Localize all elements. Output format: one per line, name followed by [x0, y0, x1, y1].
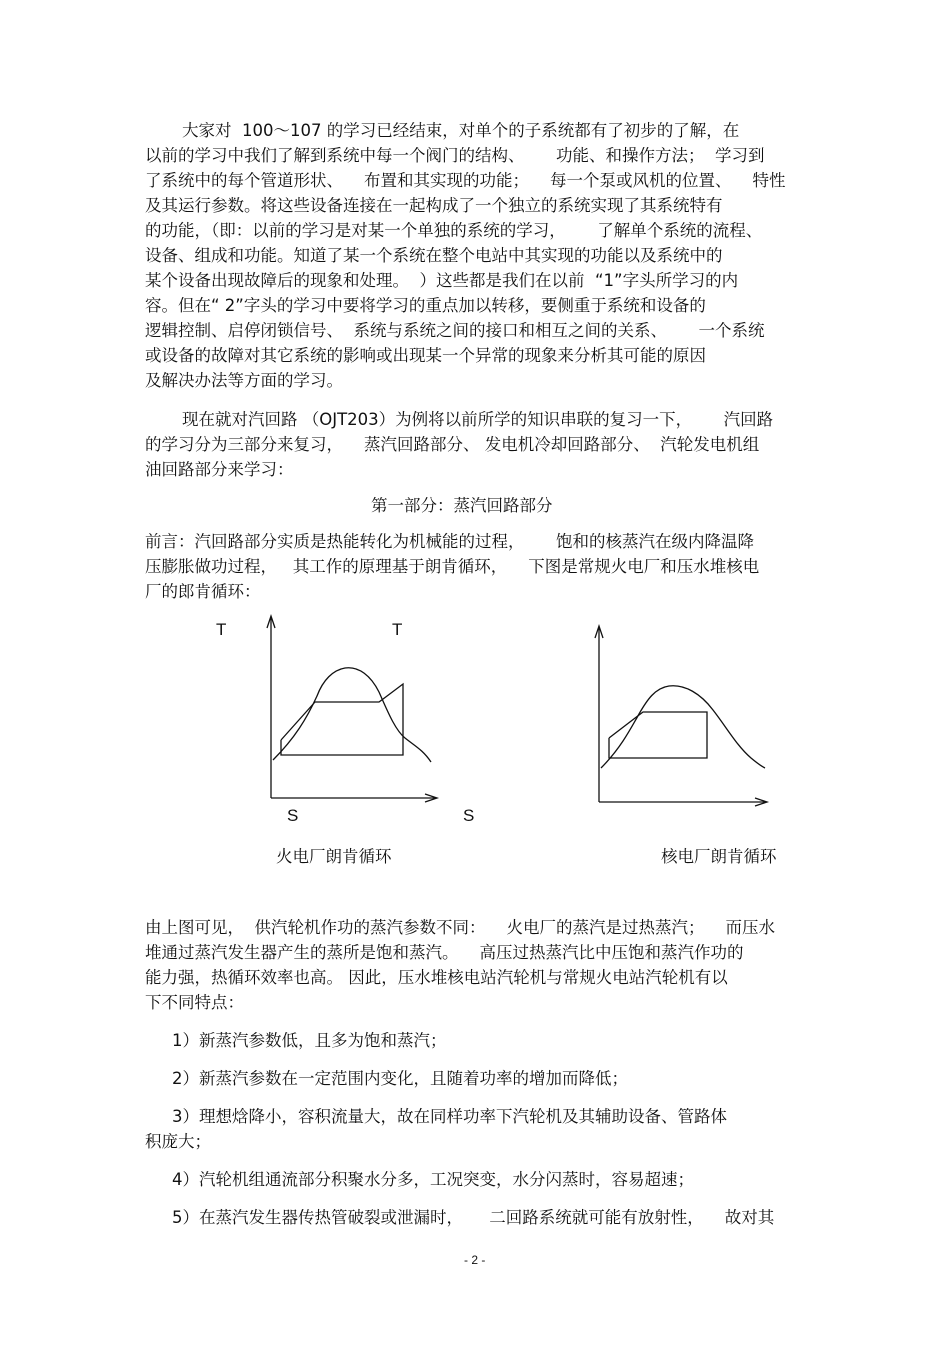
analysis-line: 由上图可见， 供汽轮机作功的蒸汽参数不同： 火电厂的蒸汽是过热蒸汽； 而压水 — [145, 918, 775, 937]
figure-caption: 火电厂朗肯循环 — [276, 847, 392, 866]
feature-item: 1）新蒸汽参数低，且多为饱和蒸汽； — [172, 1031, 447, 1050]
feature-item-continuation: 积庞大； — [145, 1132, 211, 1151]
overview-line: 的学习分为三部分来复习， 蒸汽回路部分、 发电机冷却回路部分、 汽轮发电机组 — [145, 435, 760, 454]
x-axis-label: S — [287, 806, 299, 825]
intro-line: 大家对 100～107 的学习已经结束，对单个的子系统都有了初步的了解，在 — [182, 121, 740, 140]
intro-line: 以前的学习中我们了解到系统中每一个阀门的结构、 功能、和操作方法； 学习到 — [145, 146, 765, 165]
y-axis-label: T — [392, 620, 403, 639]
intro-line: 容。但在“ 2”字头的学习中要将学习的重点加以转移，要侧重于系统和设备的 — [145, 296, 706, 315]
intro-line: 某个设备出现故障后的现象和处理。 ）这些都是我们在以前 “1”字头所学习的内 — [145, 271, 739, 290]
intro-line: 或设备的故障对其它系统的影响或出现某一个异常的现象来分析其可能的原因 — [145, 346, 706, 365]
feature-item: 5）在蒸汽发生器传热管破裂或泄漏时， 二回路系统就可能有放射性， 故对其 — [172, 1208, 775, 1227]
intro-line: 及解决办法等方面的学习。 — [145, 371, 343, 390]
thermal-rankine-diagram — [255, 610, 440, 805]
y-axis-label: T — [216, 620, 227, 639]
overview-line: 现在就对汽回路 （OJT203）为例将以前所学的知识串联的复习一下， 汽回路 — [182, 410, 774, 429]
analysis-line: 下不同特点： — [145, 993, 244, 1012]
analysis-line: 堆通过蒸汽发生器产生的蒸所是饱和蒸汽。 高压过热蒸汽比中压饱和蒸汽作功的 — [145, 943, 744, 962]
overview-line: 油回路部分来学习： — [145, 460, 294, 479]
preface-line: 厂的郎肯循环： — [145, 582, 261, 601]
analysis-line: 能力强，热循环效率也高。 因此，压水堆核电站汽轮机与常规火电站汽轮机有以 — [145, 968, 728, 987]
intro-line: 的功能，（即：以前的学习是对某一个单独的系统的学习， 了解单个系统的流程、 — [145, 221, 763, 240]
section-title: 第一部分：蒸汽回路部分 — [371, 496, 553, 515]
feature-item: 2）新蒸汽参数在一定范围内变化，且随着功率的增加而降低； — [172, 1069, 628, 1088]
preface-line: 前言：汽回路部分实质是热能转化为机械能的过程， 饱和的核蒸汽在级内降温降 — [145, 532, 754, 551]
feature-item: 3）理想焓降小，容积流量大，故在同样功率下汽轮机及其辅助设备、管路体 — [172, 1107, 727, 1126]
intro-line: 了系统中的每个管道形状、 布置和其实现的功能； 每一个泵或风机的位置、 特性 — [145, 171, 786, 190]
page-number: - 2 - — [464, 1253, 486, 1267]
figure-caption: 核电厂朗肯循环 — [661, 847, 777, 866]
intro-line: 设备、组成和功能。知道了某一个系统在整个电站中其实现的功能以及系统中的 — [145, 246, 723, 265]
x-axis-label: S — [463, 806, 475, 825]
intro-line: 及其运行参数。将这些设备连接在一起构成了一个独立的系统实现了其系统特有 — [145, 196, 723, 215]
intro-line: 逻辑控制、启停闭锁信号、 系统与系统之间的接口和相互之间的关系、 一个系统 — [145, 321, 765, 340]
feature-item: 4）汽轮机组通流部分积聚水分多，工况突变，水分闪蒸时，容易超速； — [172, 1170, 694, 1189]
nuclear-rankine-diagram — [585, 620, 770, 810]
preface-line: 压膨胀做功过程， 其工作的原理基于朗肯循环， 下图是常规火电厂和压水堆核电 — [145, 557, 760, 576]
